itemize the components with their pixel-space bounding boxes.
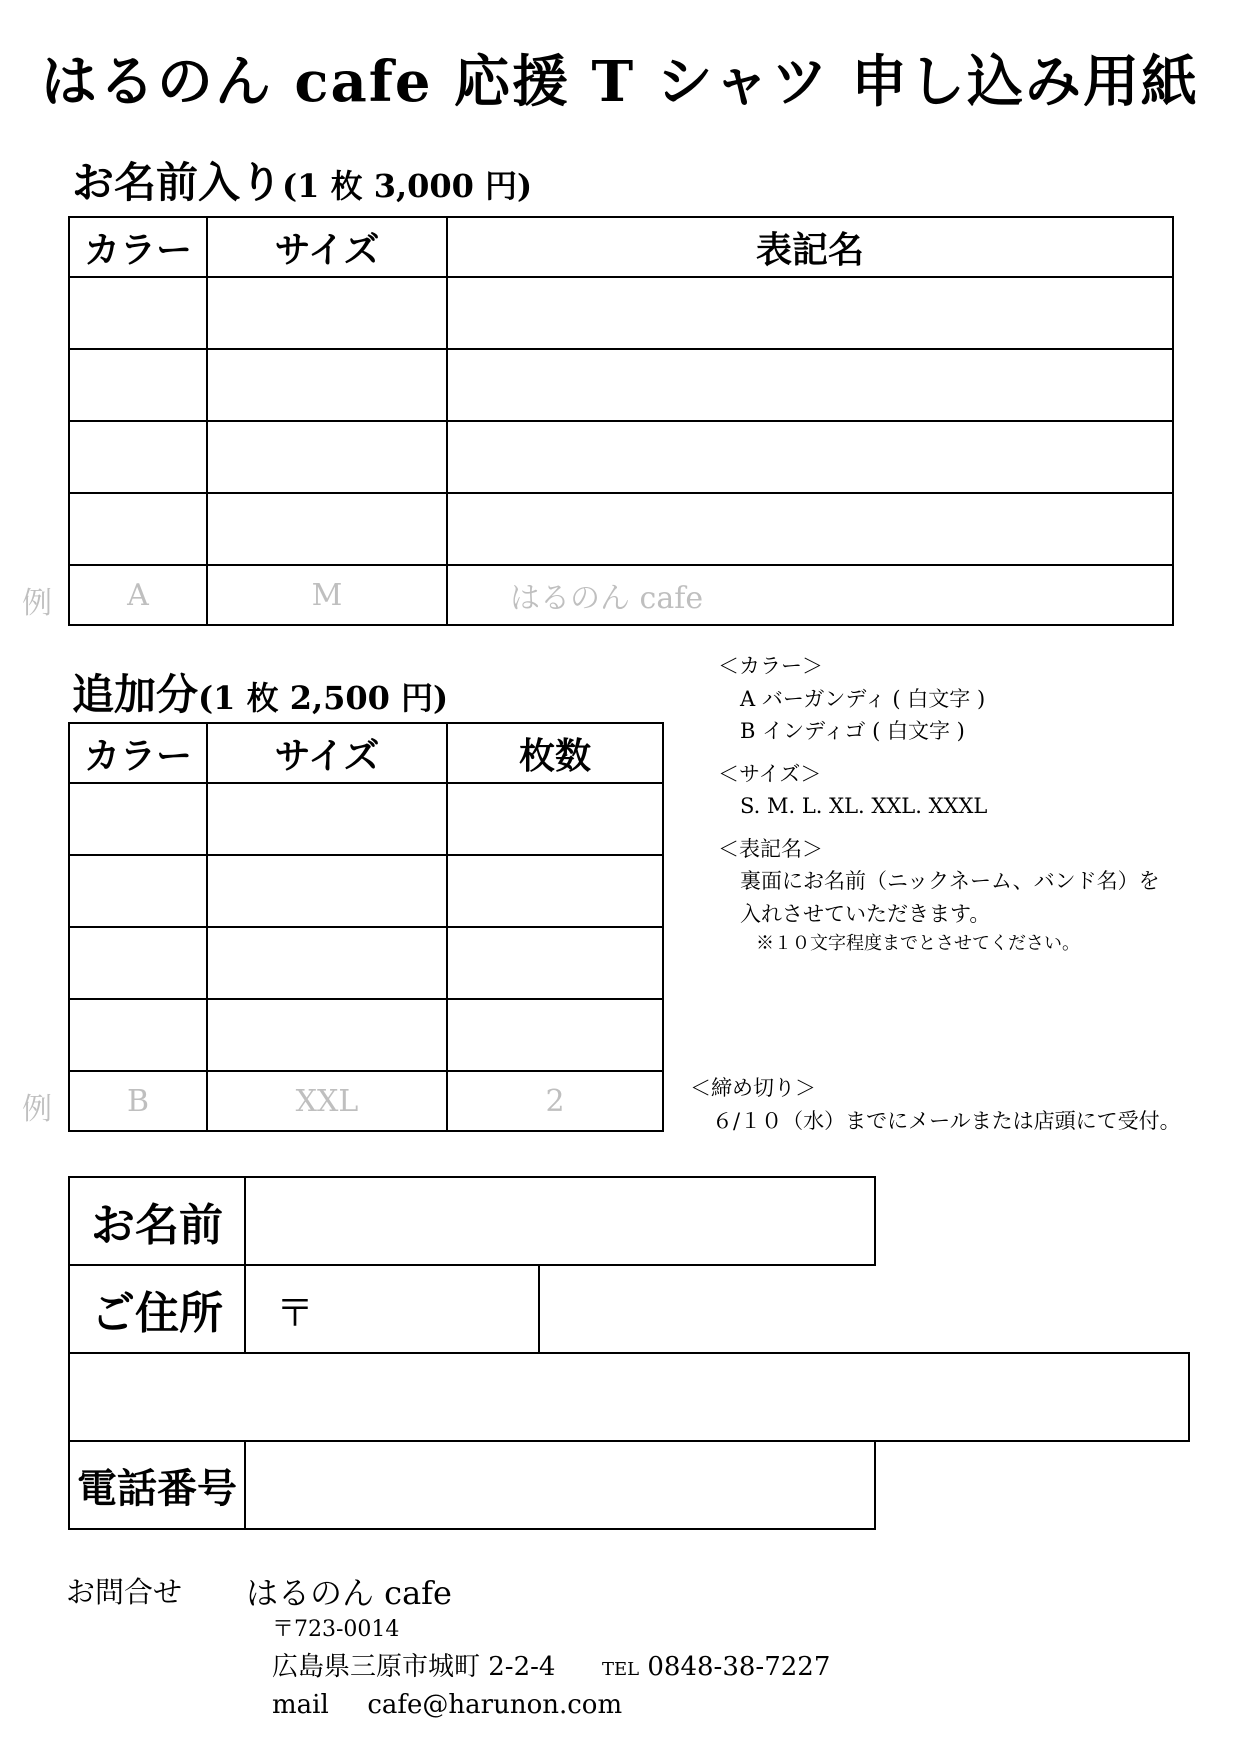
color-cell[interactable] xyxy=(69,927,207,999)
quantity-cell[interactable] xyxy=(447,783,663,855)
example-row xyxy=(69,1071,663,1131)
contact-mail-line xyxy=(272,1690,622,1720)
example-label: 例 xyxy=(22,1092,52,1127)
column-header-size: サイズ xyxy=(207,723,447,783)
note-name-line3: ※１０文字程度までとさせてください。 xyxy=(756,933,1080,955)
color-cell[interactable] xyxy=(69,277,207,349)
example-display-name: はるのん cafe xyxy=(447,565,1173,625)
address-divider xyxy=(538,1264,876,1354)
note-name-line1: 裏面にお名前（ニックネーム、バンド名）を xyxy=(740,869,1160,894)
note-sizes: S. M. L. XL. XXL. XXXL xyxy=(740,794,988,819)
tel-label: TEL xyxy=(602,1659,640,1680)
named-section-title: お名前入り xyxy=(72,158,283,207)
example-color: A xyxy=(69,565,207,625)
name-field[interactable] xyxy=(244,1176,876,1266)
color-cell[interactable] xyxy=(69,999,207,1071)
postal-mark: 〒 xyxy=(276,1290,315,1335)
example-label: 例 xyxy=(22,586,52,621)
size-cell[interactable] xyxy=(207,493,447,565)
size-cell[interactable] xyxy=(207,421,447,493)
size-cell[interactable] xyxy=(207,277,447,349)
mail-label: mail xyxy=(272,1690,329,1720)
contact-address: 広島県三原市城町 2-2-4 xyxy=(272,1652,556,1682)
deadline-text: ６/１０（水）までにメールまたは店頭にて受付。 xyxy=(712,1108,1181,1133)
color-cell[interactable] xyxy=(69,421,207,493)
quantity-cell[interactable] xyxy=(447,999,663,1071)
quantity-cell[interactable] xyxy=(447,855,663,927)
table-row xyxy=(69,349,1173,421)
note-size-heading: ＜サイズ＞ xyxy=(718,761,822,786)
table-row xyxy=(69,277,1173,349)
table-header-row xyxy=(69,723,663,783)
deadline-heading: ＜締め切り＞ xyxy=(690,1076,816,1100)
display-name-cell[interactable] xyxy=(447,277,1173,349)
extra-section-price: (1 枚 2,500 円) xyxy=(198,679,449,717)
table-row xyxy=(69,421,1173,493)
note-name-line2: 入れさせていただきます。 xyxy=(740,901,991,926)
named-section-heading xyxy=(72,150,532,210)
example-quantity: 2 xyxy=(447,1071,663,1131)
contact-label: お問合せ xyxy=(66,1575,183,1609)
size-cell[interactable] xyxy=(207,927,447,999)
table-row xyxy=(69,999,663,1071)
table-row xyxy=(69,783,663,855)
phone-field[interactable] xyxy=(244,1440,876,1530)
table-row xyxy=(69,855,663,927)
note-color-a: A バーガンディ ( 白文字 ) xyxy=(740,686,986,711)
extra-order-table xyxy=(68,722,664,1132)
column-header-display-name: 表記名 xyxy=(447,217,1173,277)
address-label: ご住所 xyxy=(68,1264,246,1354)
color-cell[interactable] xyxy=(69,783,207,855)
quantity-cell[interactable] xyxy=(447,927,663,999)
color-cell[interactable] xyxy=(69,855,207,927)
size-cell[interactable] xyxy=(207,783,447,855)
postal-code-field[interactable] xyxy=(244,1264,540,1354)
size-cell[interactable] xyxy=(207,855,447,927)
address-field[interactable] xyxy=(68,1352,1190,1442)
note-color-b: B インディゴ ( 白文字 ) xyxy=(740,719,965,744)
note-color-heading: ＜カラー＞ xyxy=(718,654,823,678)
named-order-table xyxy=(68,216,1174,626)
phone-label: 電話番号 xyxy=(68,1440,246,1530)
note-name-heading: ＜表記名＞ xyxy=(718,836,823,861)
table-header-row xyxy=(69,217,1173,277)
named-section-price: (1 枚 3,000 円) xyxy=(282,167,533,205)
page-title: はるのん cafe 応援 T シャツ 申し込み用紙 xyxy=(40,49,1200,115)
contact-mail[interactable]: cafe@harunon.com xyxy=(367,1690,623,1720)
column-header-quantity: 枚数 xyxy=(447,723,663,783)
contact-address-line xyxy=(272,1646,830,1683)
extra-section-heading xyxy=(72,662,448,722)
example-size: M xyxy=(207,565,447,625)
extra-section-title: 追加分 xyxy=(72,670,199,719)
display-name-cell[interactable] xyxy=(447,493,1173,565)
column-header-size: サイズ xyxy=(207,217,447,277)
display-name-cell[interactable] xyxy=(447,421,1173,493)
color-cell[interactable] xyxy=(69,493,207,565)
table-row xyxy=(69,493,1173,565)
name-label: お名前 xyxy=(68,1176,246,1266)
column-header-color: カラー xyxy=(69,723,207,783)
table-row xyxy=(69,927,663,999)
notes-panel xyxy=(718,650,1160,958)
color-cell[interactable] xyxy=(69,349,207,421)
deadline-note xyxy=(690,1072,1181,1137)
example-color: B xyxy=(69,1071,207,1131)
size-cell[interactable] xyxy=(207,999,447,1071)
display-name-cell[interactable] xyxy=(447,349,1173,421)
example-row xyxy=(69,565,1173,625)
contact-postal: 〒723-0014 xyxy=(272,1617,400,1642)
contact-shop-name: はるのん cafe xyxy=(246,1574,452,1612)
column-header-color: カラー xyxy=(69,217,207,277)
example-size: XXL xyxy=(207,1071,447,1131)
size-cell[interactable] xyxy=(207,349,447,421)
contact-tel: 0848-38-7227 xyxy=(647,1652,831,1682)
